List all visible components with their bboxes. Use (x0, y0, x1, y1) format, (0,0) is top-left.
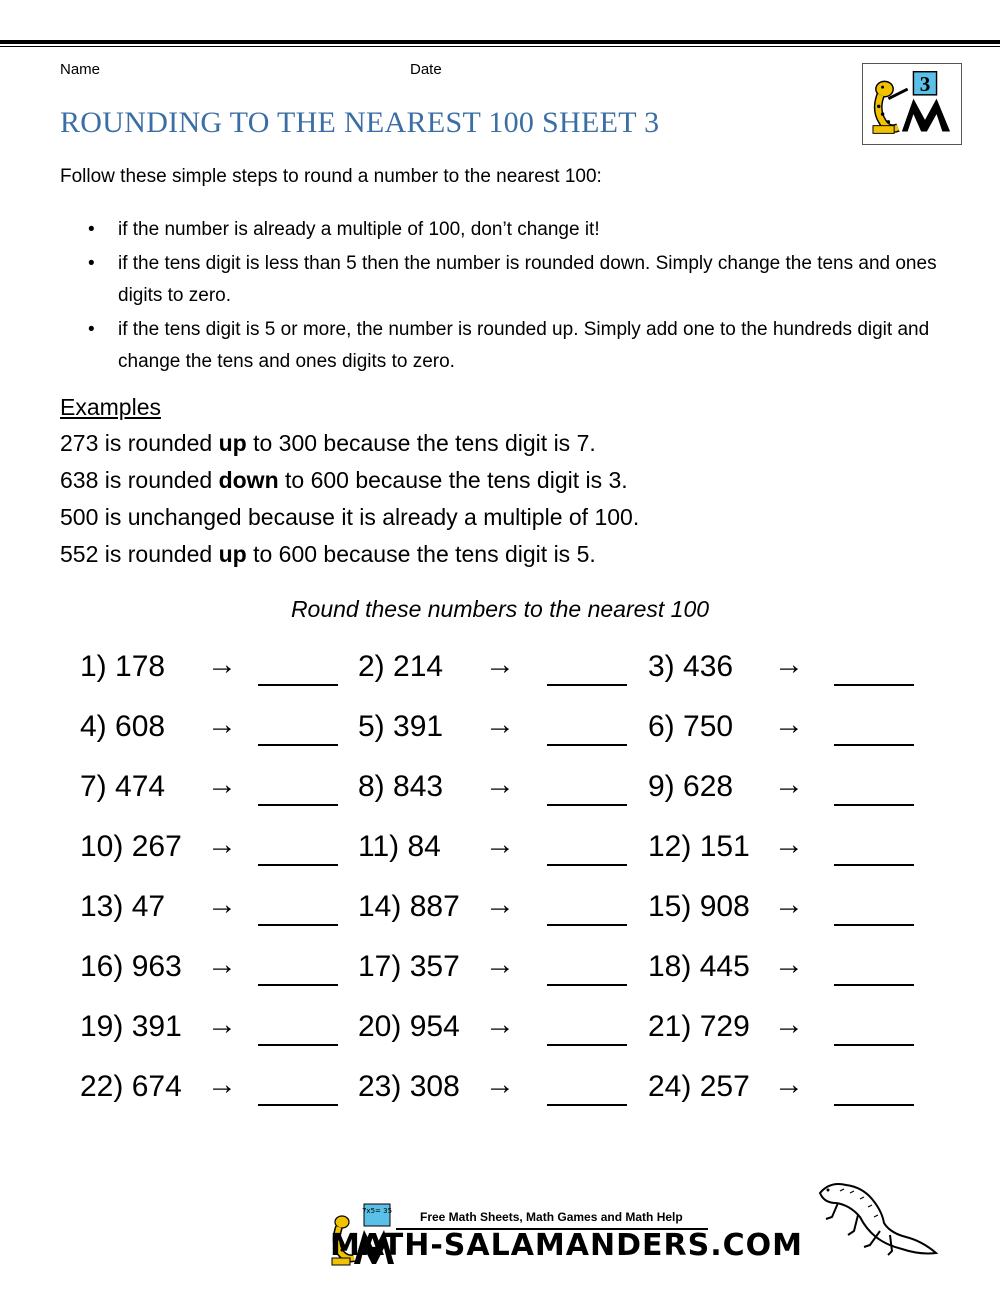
date-label: Date (410, 61, 442, 78)
answer-blank[interactable] (258, 984, 338, 986)
question-label: 4) 608 (80, 710, 166, 743)
answer-blank[interactable] (834, 984, 914, 986)
question-label: 13) 47 (80, 890, 166, 923)
question-label: 5) 391 (358, 710, 444, 743)
footer-tagline: Free Math Sheets, Math Games and Math Help (420, 1210, 683, 1224)
answer-blank[interactable] (547, 804, 627, 806)
arrow-icon: → (774, 1008, 804, 1041)
logo-digit: 3 (919, 71, 931, 96)
arrow-icon: → (207, 948, 237, 981)
answer-blank[interactable] (834, 864, 914, 866)
question-label: 10) 267 (80, 830, 182, 863)
question-label: 21) 729 (648, 1010, 750, 1043)
question-label: 15) 908 (648, 890, 750, 923)
question-label: 17) 357 (358, 950, 460, 983)
answer-blank[interactable] (258, 864, 338, 866)
question-label: 11) 84 (358, 830, 441, 863)
question-label: 9) 628 (648, 770, 734, 803)
instruction-text: Round these numbers to the nearest 100 (290, 596, 710, 622)
arrow-icon: → (774, 888, 804, 921)
arrow-icon: → (207, 768, 237, 801)
question-label: 12) 151 (648, 830, 750, 863)
answer-blank[interactable] (258, 1044, 338, 1046)
answer-blank[interactable] (547, 1104, 627, 1106)
arrow-icon: → (774, 768, 804, 801)
answer-blank[interactable] (834, 1044, 914, 1046)
salamander-at-board-icon (863, 64, 960, 143)
example-line: 273 is rounded up to 300 because the tens digit is 7. (60, 430, 596, 456)
examples-heading: Examples (60, 394, 161, 420)
arrow-icon: → (774, 1068, 804, 1101)
question-label: 2) 214 (358, 650, 444, 683)
arrow-icon: → (485, 1008, 515, 1041)
top-rule-thin (0, 46, 1000, 47)
example-line: 638 is rounded down to 600 because the tens digit is 3. (60, 467, 628, 493)
answer-blank[interactable] (834, 684, 914, 686)
question-label: 24) 257 (648, 1070, 750, 1103)
name-label: Name (60, 61, 101, 78)
question-label: 20) 954 (358, 1010, 460, 1043)
page-title: ROUNDING TO THE NEAREST 100 SHEET 3 (60, 106, 660, 139)
arrow-icon: → (485, 828, 515, 861)
arrow-icon: → (774, 948, 804, 981)
answer-blank[interactable] (258, 924, 338, 926)
arrow-icon: → (207, 1008, 237, 1041)
arrow-icon: → (485, 768, 515, 801)
answer-blank[interactable] (258, 684, 338, 686)
question-label: 19) 391 (80, 1010, 182, 1043)
arrow-icon: → (485, 1068, 515, 1101)
step-item: • if the number is already a multiple of 100, don’t change it! (88, 214, 958, 246)
arrow-icon: → (485, 888, 515, 921)
arrow-icon: → (485, 948, 515, 981)
arrow-icon: → (207, 648, 237, 681)
answer-blank[interactable] (258, 1104, 338, 1106)
answer-blank[interactable] (834, 744, 914, 746)
answer-blank[interactable] (547, 984, 627, 986)
footer-site: MATH-SALAMANDERS.COM (330, 1228, 803, 1263)
arrow-icon: → (207, 708, 237, 741)
intro-text: Follow these simple steps to round a number to the nearest 100: (60, 166, 602, 187)
question-label: 23) 308 (358, 1070, 460, 1103)
answer-blank[interactable] (834, 924, 914, 926)
answer-blank[interactable] (834, 804, 914, 806)
answer-blank[interactable] (547, 684, 627, 686)
question-label: 16) 963 (80, 950, 182, 983)
footer-logo-text: 7x5= 35 (361, 1207, 393, 1215)
answer-blank[interactable] (547, 864, 627, 866)
question-label: 8) 843 (358, 770, 444, 803)
top-rule (0, 40, 1000, 44)
answer-blank[interactable] (547, 924, 627, 926)
arrow-icon: → (207, 888, 237, 921)
arrow-icon: → (207, 1068, 237, 1101)
question-label: 3) 436 (648, 650, 734, 683)
header-logo (862, 63, 962, 145)
step-item: • if the tens digit is 5 or more, the number is rounded up. Simply add one to the hundreds digit and change the tens and ones digits to zero. (88, 314, 958, 378)
question-label: 18) 445 (648, 950, 750, 983)
arrow-icon: → (774, 828, 804, 861)
question-label: 1) 178 (80, 650, 166, 683)
arrow-icon: → (774, 708, 804, 741)
step-item: • if the tens digit is less than 5 then the number is rounded down. Simply change the tens and ones digits to zero. (88, 248, 958, 312)
answer-blank[interactable] (547, 1044, 627, 1046)
arrow-icon: → (774, 648, 804, 681)
example-line: 552 is rounded up to 600 because the tens digit is 5. (60, 541, 596, 567)
example-line: 500 is unchanged because it is already a multiple of 100. (60, 504, 640, 530)
question-label: 7) 474 (80, 770, 166, 803)
arrow-icon: → (207, 828, 237, 861)
answer-blank[interactable] (258, 804, 338, 806)
answer-blank[interactable] (834, 1104, 914, 1106)
question-label: 14) 887 (358, 890, 460, 923)
salamander-outline-icon (810, 1175, 940, 1260)
question-label: 6) 750 (648, 710, 734, 743)
question-label: 22) 674 (80, 1070, 182, 1103)
arrow-icon: → (485, 708, 515, 741)
steps-list (88, 214, 958, 380)
arrow-icon: → (485, 648, 515, 681)
answer-blank[interactable] (258, 744, 338, 746)
answer-blank[interactable] (547, 744, 627, 746)
